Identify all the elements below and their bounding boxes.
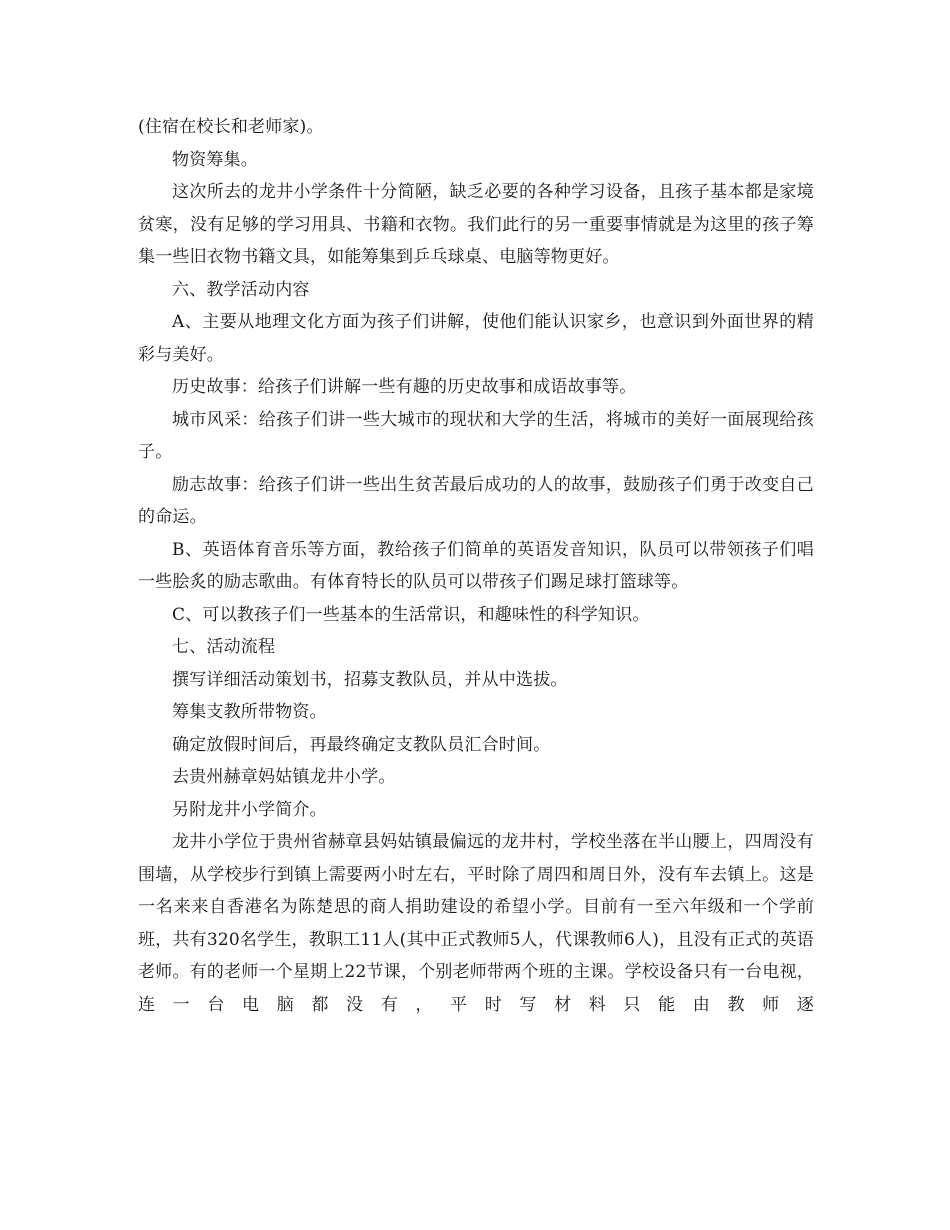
paragraph-school-intro-body: 龙井小学位于贵州省赫章县妈姑镇最偏远的龙井村，学校坐落在半山腰上，四周没有围墙，从学校步行到镇上需要两小时左右，平时除了周四和周日外，没有车去镇上。这是一名来来自香港名为陈楚思的商人捐助建设的希望小学。目前有一至六年级和一个学前班，共有320名学生，教职工11人(其中正式教师5人，代课教师6人)，且没有正式的英语老师。有的老师一个星期上22节课，个别老师带两个班的主课。学校设备只有一台电视，连一台电脑都没有，平时写材料只能由教师逐 (138, 832, 814, 1015)
document-body (138, 111, 814, 1021)
paragraph-flow-step-1: 撰写详细活动策划书，招募支教队员，并从中选拔。 (172, 669, 568, 690)
paragraph-city-life: 城市风采：给孩子们讲一些大城市的现状和大学的生活，将城市的美好一面展现给孩子。 (138, 409, 814, 462)
section-heading-teaching-content: 六、教学活动内容 (172, 279, 310, 300)
paragraph-life-science: C、可以教孩子们一些基本的生活常识，和趣味性的科学知识。 (172, 604, 650, 625)
paragraph-flow-step-2: 筹集支教所带物资。 (172, 702, 327, 722)
paragraph-geography-culture: A、主要从地理文化方面为孩子们讲解，使他们能认识家乡，也意识到外面世界的精彩与美好。 (138, 312, 814, 365)
paragraph-supplies-heading: 物资筹集。 (172, 149, 258, 170)
paragraph-lodging-note: (住宿在校长和老师家)。 (138, 117, 324, 137)
paragraph-inspirational-stories: 励志故事：给孩子们讲一些出生贫苦最后成功的人的故事，鼓励孩子们勇于改变自己的命运。 (138, 474, 814, 527)
section-heading-activity-flow: 七、活动流程 (172, 637, 276, 657)
paragraph-history-stories: 历史故事：给孩子们讲解一些有趣的历史故事和成语故事等。 (172, 377, 637, 397)
paragraph-school-intro-heading: 另附龙井小学简介。 (172, 799, 327, 820)
paragraph-supplies-body: 这次所去的龙井小学条件十分简陋，缺乏必要的各种学习设备，且孩子基本都是家境贫寒，没有足够的学习用具、书籍和衣物。我们此行的另一重要事情就是为这里的孩子筹集一些旧衣物书籍文具，如能筹集到乒乓球桌、电脑等物更好。 (138, 182, 814, 267)
paragraph-flow-step-3: 确定放假时间后，再最终确定支教队员汇合时间。 (172, 734, 551, 755)
paragraph-flow-step-4: 去贵州赫章妈姑镇龙井小学。 (172, 767, 396, 787)
paragraph-english-sports-music: B、英语体育音乐等方面，教给孩子们简单的英语发音知识，队员可以带领孩子们唱一些脍炙的励志歌曲。有体育特长的队员可以带孩子们踢足球打篮球等。 (138, 539, 814, 592)
